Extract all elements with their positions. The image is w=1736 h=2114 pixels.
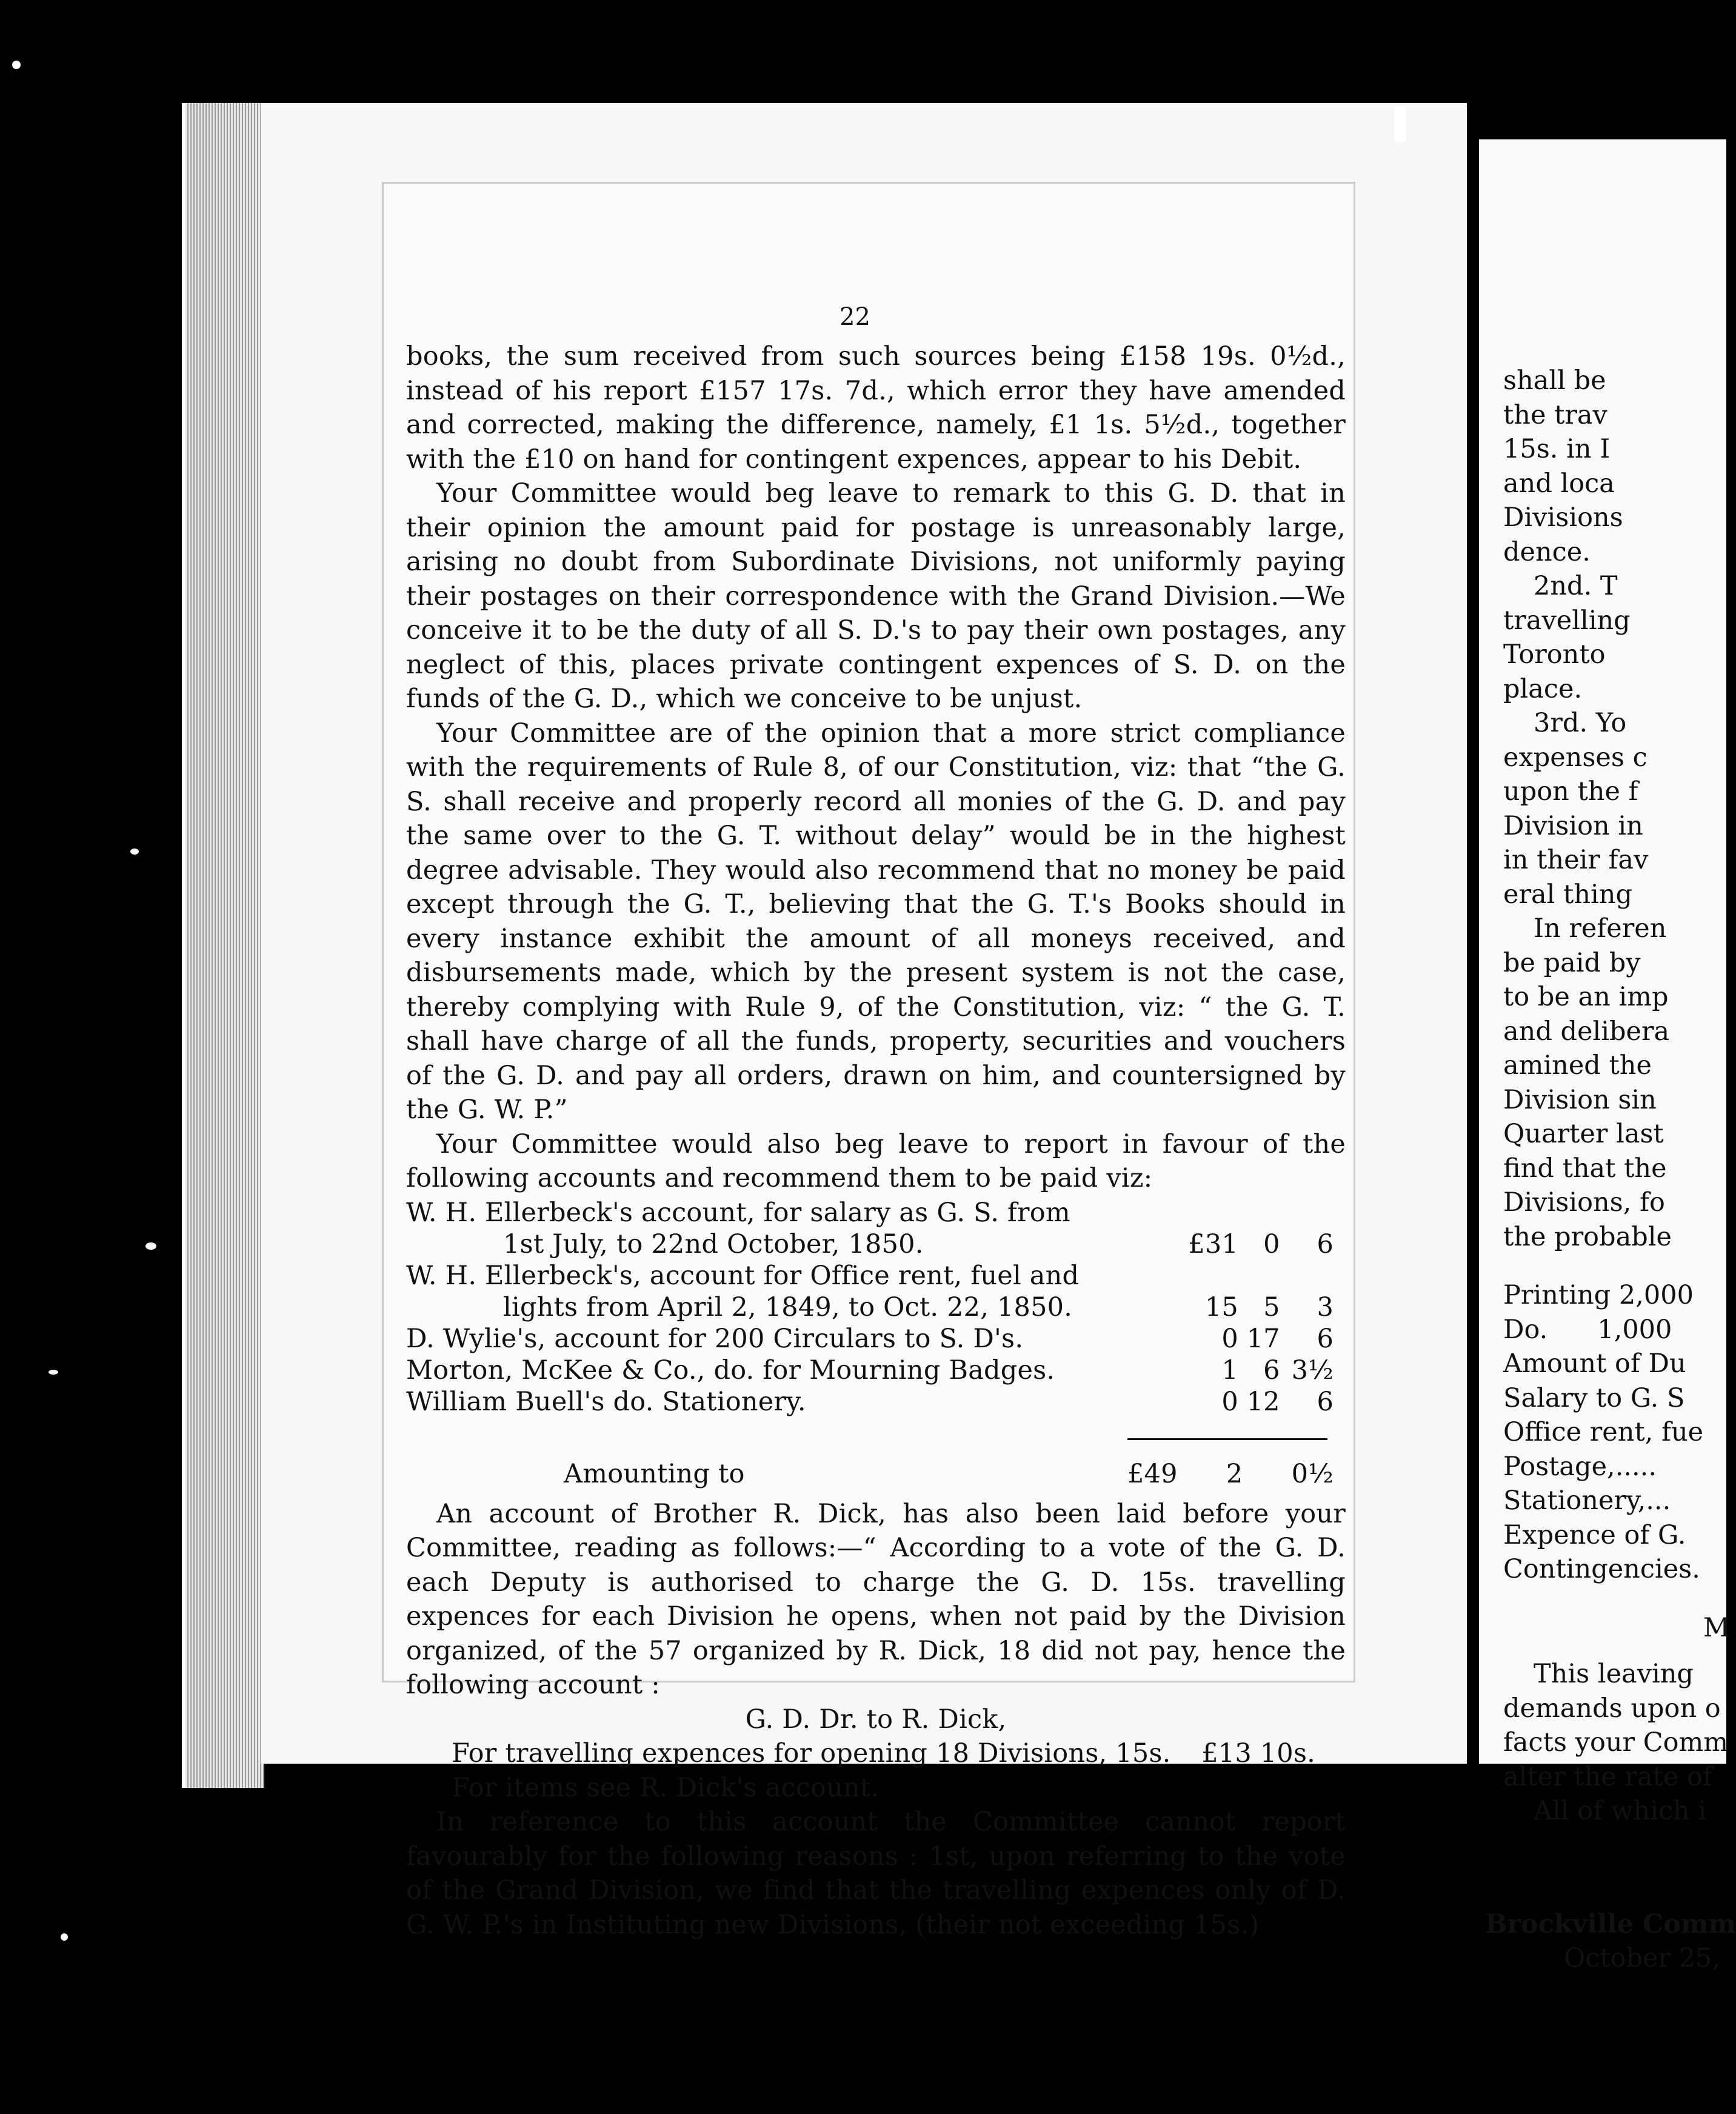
speck bbox=[48, 1370, 58, 1375]
line-fragment: Office rent, fue bbox=[1503, 1417, 1704, 1447]
paragraph: An account of Brother R. Dick, has also been laid before your Committee, reading as follows:—“ According to a vote of the G. D. each Deputy is authorised to charge the G. D. 15s. travelling expences for each Division he opens, when not paid by the Division organized, of the 57 organized by R. Dick, 18 did not pay, hence the following account : bbox=[406, 1498, 1346, 1700]
pounds-cell: 0 bbox=[1221, 1323, 1238, 1354]
table-row bbox=[406, 1355, 1334, 1386]
accounts-table bbox=[406, 1197, 1334, 1418]
line-fragment: the trav bbox=[1503, 399, 1607, 430]
ribbon-mark bbox=[1394, 106, 1406, 142]
line-fragment: Quarter last bbox=[1503, 1119, 1664, 1149]
paragraph: books, the sum received from such sources being £158 19s. 0½d., instead of his report £157 17s. 7d., which error they have amended and corrected, making the difference, namely, £1 1s. 5½d., together with the £10 on hand for contingent expences, appear to his Debit. bbox=[406, 341, 1346, 475]
line-fragment: Divisions bbox=[1503, 502, 1623, 533]
page-stack-edge bbox=[182, 103, 264, 1788]
line-fragment: All of which i bbox=[1534, 1796, 1707, 1826]
table-row bbox=[406, 1386, 1334, 1418]
dr-item-amount: £13 10s. bbox=[1201, 1738, 1315, 1769]
total-label: Amounting to bbox=[564, 1458, 745, 1489]
pence-cell: 6 bbox=[1317, 1386, 1334, 1417]
line-fragment: 15s. in I bbox=[1503, 434, 1611, 464]
line-fragment: Division sin bbox=[1503, 1084, 1657, 1115]
line-fragment: in their fav bbox=[1503, 845, 1649, 875]
signature-fragment: Brockville Comm bbox=[1485, 1909, 1736, 1939]
page-number: 22 bbox=[840, 303, 870, 331]
book-gutter bbox=[1467, 85, 1479, 1782]
line-fragment: be paid by bbox=[1503, 947, 1641, 978]
line-fragment: expenses c bbox=[1503, 742, 1648, 773]
dr-items-note: For items see R. Dick's account. bbox=[452, 1772, 880, 1803]
line-fragment: shall be bbox=[1503, 365, 1606, 396]
shillings-cell: 6 bbox=[1263, 1355, 1280, 1385]
account-description: D. Wylie's, account for 200 Circulars to S. D's. bbox=[406, 1323, 1024, 1354]
account-description: lights from April 2, 1849, to Oct. 22, 1850. bbox=[503, 1292, 1073, 1322]
heading-fragment: M bbox=[1703, 1612, 1731, 1643]
line-fragment: find that the bbox=[1503, 1153, 1667, 1184]
total-pounds: £49 bbox=[1127, 1458, 1178, 1489]
dr-item bbox=[406, 1736, 1315, 1771]
right-page-text bbox=[1485, 364, 1736, 1976]
pence-cell: 6 bbox=[1317, 1323, 1334, 1354]
table-row bbox=[406, 1323, 1334, 1355]
line-fragment: 2nd. T bbox=[1534, 571, 1618, 601]
line-fragment: alter the rate of bbox=[1503, 1761, 1712, 1792]
account-description: 1st July, to 22nd October, 1850. bbox=[503, 1229, 924, 1259]
shillings-cell: 0 bbox=[1263, 1229, 1280, 1259]
shillings-cell: 17 bbox=[1246, 1323, 1280, 1354]
account-description: Morton, McKee & Co., do. for Mourning Badges. bbox=[406, 1355, 1055, 1385]
paragraph: Your Committee would beg leave to remark to this G. D. that in their opinion the amount paid for postage is unreasonably large, arising no doubt from Subordinate Divisions, not uniformly paying their postages on their correspondence with the Grand Division.—We conceive it to be the duty of all S. D.'s to pay their own postages, any neglect of this, places private contingent expences of S. D. on the funds of the G. D., which we conceive to be unjust. bbox=[406, 478, 1346, 714]
paragraph: Your Committee would also beg leave to report in favour of the following accounts and recommend them to be paid viz: bbox=[406, 1129, 1346, 1193]
total-row bbox=[406, 1456, 1346, 1492]
pounds-cell: £31 bbox=[1188, 1229, 1238, 1259]
speck bbox=[61, 1933, 68, 1941]
line-fragment: travelling bbox=[1503, 605, 1631, 636]
line-fragment: Divisions, fo bbox=[1503, 1187, 1665, 1218]
line-fragment: eral thing bbox=[1503, 879, 1633, 910]
line-fragment: 3rd. Yo bbox=[1534, 708, 1627, 738]
shillings-cell: 12 bbox=[1246, 1386, 1280, 1417]
line-fragment: Do. 1,000 bbox=[1503, 1314, 1672, 1345]
account-description: W. H. Ellerbeck's, account for Office rent, fuel and bbox=[406, 1260, 1080, 1291]
line-fragment: Postage,..... bbox=[1503, 1451, 1657, 1482]
pence-cell: 3 bbox=[1317, 1292, 1334, 1322]
paragraph: In reference to this account the Committee cannot report favourably for the following reasons : 1st, upon referring to the vote of the Grand Division, we find that the travelling expences only of D. G. W. P.'s in Instituting new Divisions, (their not exceeding 15s.) bbox=[406, 1807, 1346, 1940]
line-fragment: and loca bbox=[1503, 468, 1615, 499]
speck bbox=[145, 1242, 156, 1250]
line-fragment: the probable bbox=[1503, 1221, 1672, 1252]
line-fragment: demands upon o bbox=[1503, 1693, 1721, 1724]
line-fragment: Salary to G. S bbox=[1503, 1382, 1685, 1413]
pence-cell: 3½ bbox=[1291, 1355, 1334, 1385]
shillings-cell: 5 bbox=[1263, 1292, 1280, 1322]
total-shillings: 2 bbox=[1226, 1458, 1243, 1489]
line-fragment: and delibera bbox=[1503, 1016, 1670, 1047]
pence-cell: 6 bbox=[1317, 1229, 1334, 1259]
line-fragment: This leaving bbox=[1534, 1659, 1694, 1689]
total-pence: 0½ bbox=[1291, 1458, 1334, 1489]
dr-item-text: For travelling expences for opening 18 Divisions, 15s. bbox=[452, 1738, 1171, 1769]
table-row bbox=[406, 1260, 1334, 1292]
line-fragment: Division in bbox=[1503, 810, 1643, 841]
line-fragment: Printing 2,000 bbox=[1503, 1280, 1694, 1310]
line-fragment: amined the bbox=[1503, 1050, 1652, 1081]
left-page-text bbox=[406, 303, 1346, 1942]
pounds-cell: 1 bbox=[1221, 1355, 1238, 1385]
account-description: William Buell's do. Stationery. bbox=[406, 1386, 806, 1417]
pounds-cell: 15 bbox=[1204, 1292, 1238, 1322]
line-fragment: Amount of Du bbox=[1503, 1349, 1686, 1379]
line-fragment: Contingencies. bbox=[1503, 1554, 1700, 1584]
line-fragment: Stationery,... bbox=[1503, 1485, 1671, 1516]
table-row bbox=[406, 1229, 1334, 1260]
line-fragment: upon the f bbox=[1503, 776, 1638, 807]
line-fragment: to be an imp bbox=[1503, 982, 1669, 1012]
line-fragment: Toronto bbox=[1503, 639, 1606, 670]
account-description: W. H. Ellerbeck's account, for salary as G. S. from bbox=[406, 1197, 1070, 1228]
line-fragment: Expence of G. bbox=[1503, 1519, 1686, 1550]
paragraph: Your Committee are of the opinion that a more strict compliance with the requirements of Rule 8, of our Constitution, viz: that “the G. S. shall receive and properly record all monies of the G. D. and pay the same over to the G. T. without delay” would be in the highest degree advisable. They would also recommend that no money be paid except through the G. T., believing that the G. T.'s Books should in every instance exhibit the amount of all moneys received, and disbursements made, which by the present system is not the case, thereby complying with Rule 9, of the Constitution, viz: “ the G. T. shall have charge of all the funds, property, securities and vouchers of the G. D. and pay all orders, drawn on him, and countersigned by the G. W. P.” bbox=[406, 718, 1346, 1125]
line-fragment: facts your Comm bbox=[1503, 1727, 1729, 1758]
line-fragment: dence. bbox=[1503, 536, 1591, 567]
table-row bbox=[406, 1292, 1334, 1323]
line-fragment: place. bbox=[1503, 673, 1583, 704]
signature-fragment: October 25, bbox=[1564, 1943, 1721, 1973]
table-row bbox=[406, 1197, 1334, 1229]
speck bbox=[130, 849, 139, 855]
pounds-cell: 0 bbox=[1221, 1386, 1238, 1417]
total-rule bbox=[1127, 1438, 1327, 1444]
speck bbox=[12, 61, 21, 69]
dr-heading: G. D. Dr. to R. Dick, bbox=[745, 1704, 1007, 1735]
line-fragment: In referen bbox=[1534, 913, 1667, 944]
